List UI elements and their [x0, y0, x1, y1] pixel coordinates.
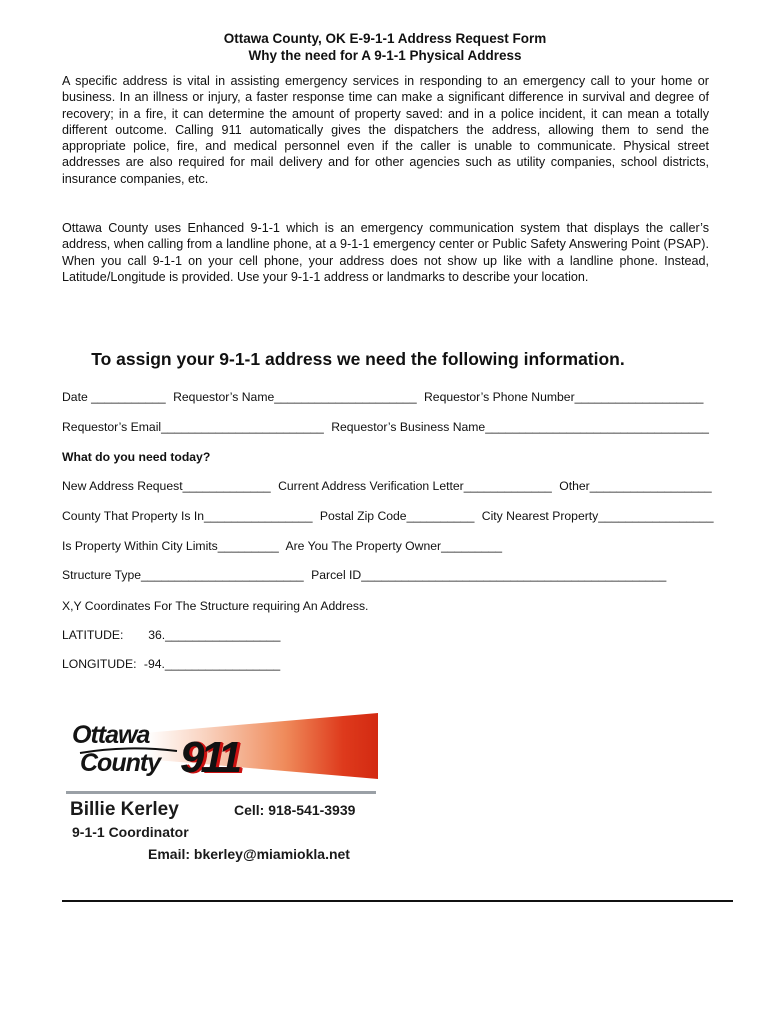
- longitude-label: LONGITUDE:: [62, 657, 137, 671]
- within-city-field[interactable]: Is Property Within City Limits_________: [62, 539, 279, 553]
- postal-zip-field[interactable]: Postal Zip Code__________: [319, 509, 475, 523]
- xy-coordinates-label: X,Y Coordinates For The Structure requiring An Address.: [62, 599, 369, 613]
- latitude-label: LATITUDE:: [62, 628, 124, 642]
- form-row-location: [62, 509, 714, 524]
- card-divider: [66, 791, 376, 794]
- requestor-name-field[interactable]: Requestor’s Name_____________________: [173, 390, 417, 404]
- coordinator-email[interactable]: Email: bkerley@miamiokla.net: [148, 846, 350, 862]
- city-nearest-field[interactable]: City Nearest Property_________________: [481, 509, 714, 523]
- requestor-phone-field[interactable]: Requestor’s Phone Number___________________: [424, 390, 704, 404]
- form-title: Ottawa County, OK E-9-1-1 Address Request Form: [223, 31, 547, 46]
- parcel-id-field[interactable]: Parcel ID_____________________________________________: [311, 568, 667, 582]
- verification-letter-field[interactable]: Current Address Verification Letter_____________: [278, 479, 552, 493]
- form-row-email: [62, 420, 709, 435]
- property-owner-field[interactable]: Are You The Property Owner_________: [285, 539, 503, 553]
- coordinator-name: Billie Kerley: [70, 799, 179, 820]
- form-row-city-owner: [62, 539, 502, 554]
- contact-card: [62, 705, 378, 870]
- need-today-label: What do you need today?: [62, 450, 211, 464]
- logo-ottawa-text: Ottawa: [72, 721, 150, 749]
- requestor-business-field[interactable]: Requestor’s Business Name_________________________________: [331, 420, 709, 434]
- intro-paragraph-2: Ottawa County uses Enhanced 9-1-1 which is an emergency communication system that displays the caller’s address, when calling from a landline phone, at a 9-1-1 emergency center or Public Safety Answering Point (PSAP). When you call 9-1-1 on your cell phone, your address does not show up like with a landline phone. Instead, Latitude/Longitude is provided. Use your 9-1-1 address or landmarks to describe your location.: [62, 221, 709, 284]
- other-field[interactable]: Other__________________: [559, 479, 712, 493]
- form-row-request-type: [62, 479, 712, 494]
- coordinator-cell: Cell: 918-541-3939: [234, 802, 356, 818]
- new-address-field[interactable]: New Address Request_____________: [62, 479, 271, 493]
- requestor-email-field[interactable]: Requestor’s Email________________________: [62, 420, 324, 434]
- county-field[interactable]: County That Property Is In________________: [62, 509, 313, 523]
- form-row-longitude: [62, 657, 280, 672]
- info-heading: To assign your 9-1-1 address we need the following information.: [91, 349, 625, 369]
- date-field[interactable]: Date ___________: [62, 390, 166, 404]
- ottawa-county-911-logo: [62, 705, 378, 785]
- latitude-field[interactable]: 36._________________: [148, 628, 281, 642]
- form-row-contact: [62, 390, 703, 405]
- bottom-rule: [62, 900, 733, 902]
- form-row-structure: [62, 568, 666, 583]
- intro-paragraph-1: A specific address is vital in assisting emergency services in responding to an emergency call to your home or business. In an illness or injury, a faster response time can make a significant difference in survival and degree of recovery; in a fire, it can determine the amount of property saved: and in a police incident, it can mean a totally different outcome. Calling 911 automatically gives the dispatchers the address, allowing them to send the appropriate police, fire, and medical personnel even if the caller is unable to communicate. Physical street addresses are also required for mail delivery and for other agencies such as utility companies, school districts, insurance companies, etc.: [62, 74, 709, 186]
- longitude-field[interactable]: -94._________________: [143, 657, 281, 671]
- structure-type-field[interactable]: Structure Type________________________: [62, 568, 304, 582]
- logo-county-text: County: [80, 749, 161, 777]
- form-row-latitude: [62, 628, 280, 643]
- logo-911-text: 911: [180, 733, 239, 782]
- form-subtitle: Why the need for A 9-1-1 Physical Address: [248, 48, 522, 63]
- coordinator-role: 9-1-1 Coordinator: [72, 824, 189, 840]
